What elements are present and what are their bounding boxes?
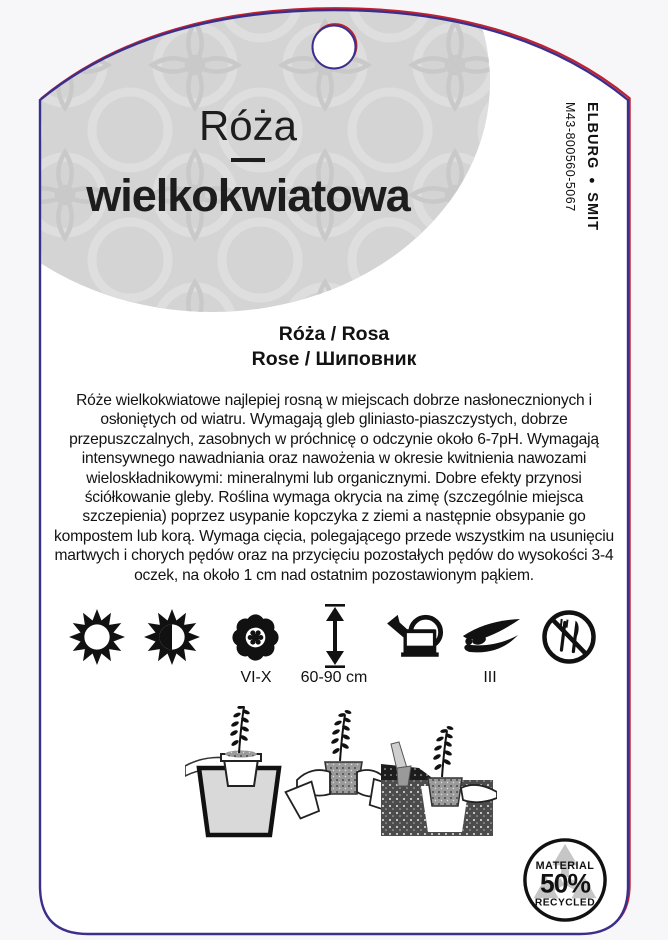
height-icon (322, 604, 348, 668)
step-unpot (286, 709, 397, 820)
brand-left: ELBURG (584, 102, 600, 170)
step-soak (185, 706, 279, 835)
pruning-label: III (483, 669, 497, 686)
not-edible-icon (540, 608, 598, 666)
full-sun-icon (68, 608, 126, 666)
badge-line1: MATERIAL (535, 860, 595, 873)
flowering-icon (228, 610, 283, 665)
hanging-hole-icon (313, 26, 356, 69)
height-label: 60-90 cm (300, 669, 368, 686)
title-species: wielkokwiatowa (86, 170, 410, 222)
pruning-shears-icon (458, 616, 522, 658)
names-block (40, 322, 628, 372)
title-divider (231, 158, 265, 162)
badge-value: 50% (540, 868, 590, 899)
partial-sun-icon (143, 608, 201, 666)
brand-right: SMIT (584, 192, 600, 231)
names-line2: Rose / Шиповник (251, 348, 417, 370)
step-plant (381, 725, 497, 836)
title-genus: Róża (198, 102, 298, 149)
flowering-label: VI-X (240, 669, 272, 686)
care-description: Róże wielkokwiatowe najlepiej rosną w miejscach dobrze nasłonecznionych i osłoniętych od wiatru. Wymagają gleb gliniasto-piaszczystych, dobrze przepuszczalnych, zasobnych w próchnicę o odczynie około 6-7pH. Wymagają intensywnego nawadniania oraz nawożenia w okresie kwitnienia nawozami wieloskładnikowymi: mineralnymi lub organicznymi. Dobre efekty przynosi ściółkowanie gleby. Roślina wymaga okrycia na zimę (szczególnie miejsca szczepienia) poprzez usypanie kopczyka z ziemi a następnie obsypanie go kompostem lub korą. Wymaga cięcia, polegającego przede wszystkim na usunięciu martwych i chorych pędów oraz na przycięciu pozostałych pędów do wysokości 3-4 oczek, na około 1 cm nad ostatnim pozostawionym pąkiem. (54, 392, 614, 584)
brand-logo-icon: ● (586, 174, 598, 188)
planting-steps-illustration (185, 706, 497, 842)
title-block (52, 102, 444, 222)
product-code-vertical: M43-800560-5067 (563, 102, 577, 212)
brand-name-vertical (584, 102, 600, 231)
badge-line2: RECYCLED (534, 897, 596, 909)
recycled-badge (521, 836, 609, 924)
watering-can-icon (384, 610, 450, 664)
names-line1: Róża / Rosa (278, 323, 390, 345)
